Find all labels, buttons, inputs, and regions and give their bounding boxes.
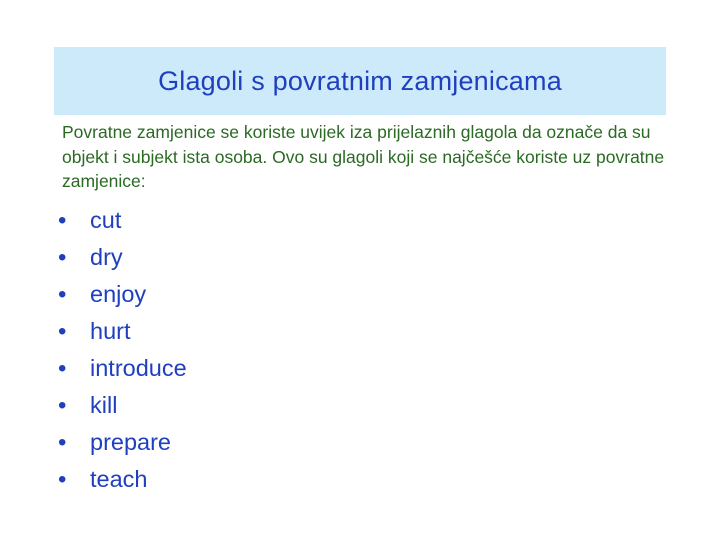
verb-label: hurt [90, 318, 131, 344]
bullet-icon: • [58, 428, 67, 456]
list-item [56, 461, 187, 498]
verb-label: kill [90, 392, 118, 418]
verb-label: teach [90, 466, 148, 492]
verb-label: dry [90, 244, 123, 270]
bullet-icon: • [58, 280, 67, 308]
intro-paragraph: Povratne zamjenice se koriste uvijek iza prijelaznih glagola da označe da su objekt i subjekt ista osoba. Ovo su glagoli koji se najčešće koriste uz povratne zamjenice: [62, 122, 665, 191]
verb-label: enjoy [90, 281, 147, 307]
list-item [56, 424, 187, 461]
bullet-icon: • [58, 206, 67, 234]
list-item [56, 276, 187, 313]
verb-label: cut [90, 207, 122, 233]
slide-title: Glagoli s povratnim zamjenicama [158, 65, 562, 96]
list-item [56, 387, 187, 424]
title-banner [54, 47, 666, 115]
bullet-icon: • [58, 317, 67, 345]
list-item [56, 239, 187, 276]
bullet-icon: • [58, 465, 67, 493]
bullet-icon: • [58, 354, 67, 382]
list-item [56, 313, 187, 350]
verb-label: introduce [90, 355, 187, 381]
verb-list [56, 202, 187, 498]
bullet-icon: • [58, 391, 67, 419]
list-item [56, 202, 187, 239]
bullet-icon: • [58, 243, 67, 271]
list-item [56, 350, 187, 387]
verb-label: prepare [90, 429, 171, 455]
